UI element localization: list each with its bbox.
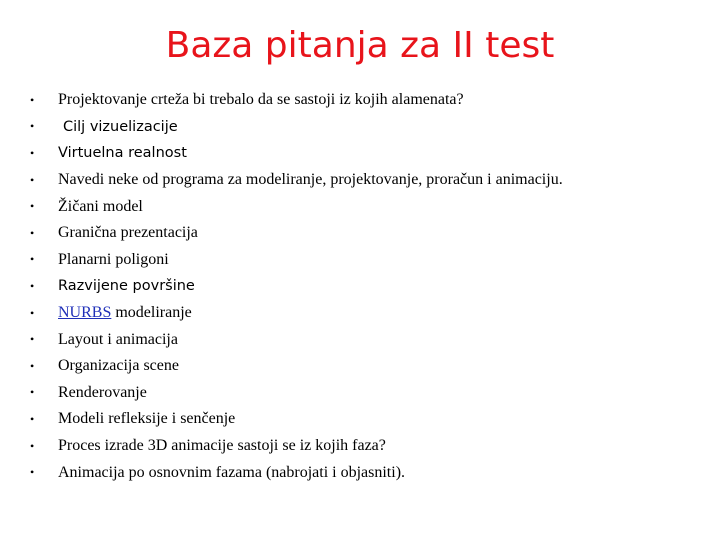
bullet-icon: • — [30, 305, 35, 320]
bullet-icon: • — [30, 225, 35, 240]
list-item — [30, 380, 710, 407]
list-item-text — [58, 304, 192, 322]
bullet-icon: • — [30, 385, 35, 400]
nurbs-link[interactable]: NURBS — [58, 304, 112, 322]
list-item-text: Granična prezentacija — [58, 224, 198, 242]
bullet-icon: • — [30, 92, 35, 107]
list-item — [30, 220, 710, 247]
bullet-icon: • — [30, 465, 35, 480]
bullet-list — [30, 87, 710, 486]
list-item-text: Organizacija scene — [58, 357, 179, 375]
list-item-text: Navedi neke od programa za modeliranje, projektovanje, proračun i animaciju. — [58, 171, 563, 189]
list-item — [30, 353, 710, 380]
bullet-icon: • — [30, 278, 35, 293]
bullet-icon: • — [30, 358, 35, 373]
list-item-text: Virtuelna realnost — [58, 145, 187, 162]
list-item — [30, 114, 710, 141]
list-item — [30, 406, 710, 433]
list-item-text: Razvijene površine — [58, 278, 195, 295]
list-item — [30, 193, 710, 220]
bullet-icon: • — [30, 199, 35, 214]
list-item — [30, 140, 710, 167]
list-item-text: Proces izrade 3D animacije sastoji se iz kojih faza? — [58, 437, 386, 455]
list-item-text: Animacija po osnovnim fazama (nabrojati i objasniti). — [58, 463, 406, 481]
list-item — [30, 273, 710, 300]
bullet-icon: • — [30, 119, 35, 134]
bullet-icon: • — [30, 252, 35, 267]
list-item-text: Renderovanje — [58, 383, 147, 401]
bullet-icon: • — [30, 332, 35, 347]
list-item-text: Žičani model — [58, 197, 143, 215]
list-item-text: Cilj vizuelizacije — [63, 118, 178, 135]
list-item-text: Projektovanje crteža bi trebalo da se sastoji iz kojih alamenata? — [58, 91, 464, 109]
list-item-text: Layout i animacija — [58, 330, 178, 348]
list-item — [30, 326, 710, 353]
list-item — [30, 433, 710, 460]
list-item-text: Modeli refleksije i senčenje — [58, 410, 236, 428]
slide-title: Baza pitanja za II test — [165, 25, 555, 66]
list-item-text: Planarni poligoni — [58, 250, 169, 268]
bullet-icon: • — [30, 411, 35, 426]
list-item — [30, 300, 710, 327]
bullet-icon: • — [30, 172, 35, 187]
list-item — [30, 87, 710, 114]
bullet-icon: • — [30, 438, 35, 453]
list-item-text-suffix: modeliranje — [111, 304, 192, 322]
list-item — [30, 459, 710, 486]
list-item — [30, 247, 710, 274]
list-item — [30, 167, 710, 194]
bullet-icon: • — [30, 145, 35, 160]
